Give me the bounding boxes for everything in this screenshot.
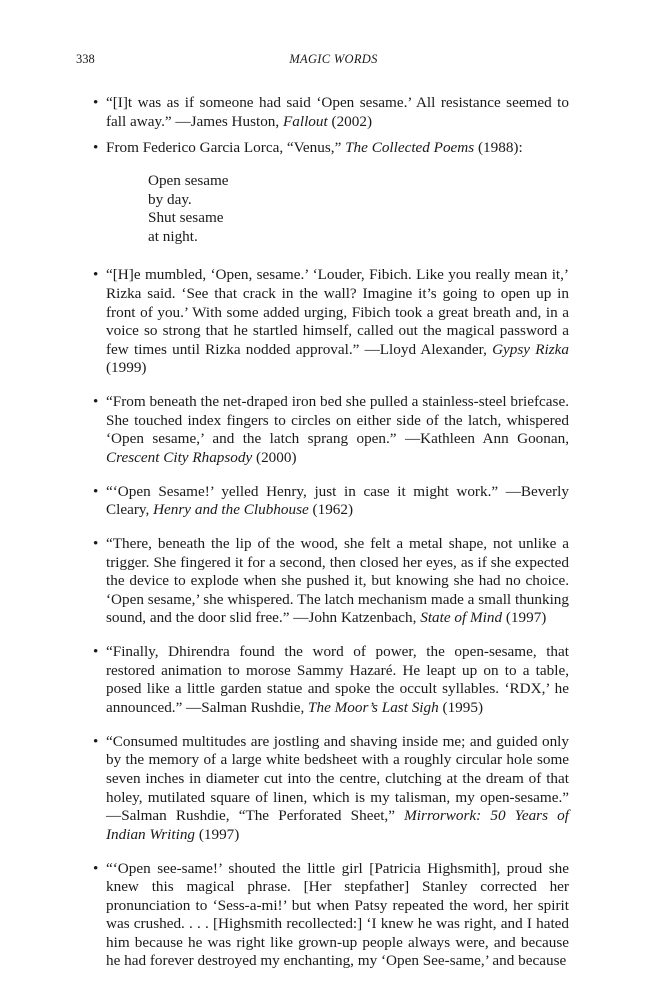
page-number: 338 [76,52,95,66]
poem-line: Open sesame [148,171,229,189]
page-header [0,52,667,70]
quotation-list [93,79,569,979]
list-item: • “Consumed multitudes are jostling and shaving inside me; and guided only by the memory of a large white bedsheet with a roughly circular hole some seven inches in diameter cut into the centre, clutching at the dream of that holey, mutilated square of linen, which is my talisman, my open-sesame.” —Salman Rushdie, “The Perforated Sheet,” Mirrorwork: 50 Years of Indian Writing (1997) [93,733,569,845]
list-item: • “From beneath the net-draped iron bed she pulled a stainless-steel briefcase. She touched index fingers to circles on either side of the latch, whispered ‘Open sesame,’ and the latch sprang open.” —Kathleen Ann Goonan, Crescent City Rhapsody (2000) [93,393,569,467]
list-item: • “Finally, Dhirendra found the word of power, the open-sesame, that restored animation to morose Sammy Hazaré. He leapt up on to a table, posed like a little garden statue and spoke the occult syllables. ‘RDX,’ he announced.” —Salman Rushdie, The Moor’s Last Sigh (1995) [93,643,569,717]
poem-excerpt [148,172,569,246]
list-item: • “There, beneath the lip of the wood, she felt a metal shape, not unlike a trigger. She fingered it for a second, then closed her eyes, as if she expected the device to explode when she pushed it, but knowing she had no choice. ‘Open sesame,’ she whispered. The latch mechanism made a small thunking sound, and the door slid free.” —John Katzenbach, State of Mind (1997) [93,535,569,628]
list-item: • From Federico Garcia Lorca, “Venus,” The Collected Poems (1988): Open sesame by day. Shut sesame at night. [93,139,569,246]
list-item: • “[I]t was as if someone had said ‘Open sesame.’ All resistance seemed to fall away.” —James Huston, Fallout (2002) [93,94,569,131]
poem-line: by day. [148,190,192,208]
list-item: • “‘Open Sesame!’ yelled Henry, just in case it might work.” —Beverly Cleary, Henry and the Clubhouse (1962) [93,483,569,520]
poem-line: Shut sesame [148,209,224,227]
running-head: MAGIC WORDS [289,52,378,66]
list-item: • “‘Open see-same!’ shouted the little girl [Patricia Highsmith], proud she knew this magical phrase. [Her stepfather] Stanley corrected her pronunciation to ‘Sess-a-mi!’ but when Patsy repeated the word, her spirit was crushed. . . . [Highsmith recollected:] ‘I knew he was right, and I hated him because he was right like grown-up people always were, and because he had forever destroyed my enchanting, my ‘Open See-same,’ and because [93,860,569,972]
poem-line: at night. [148,227,198,245]
list-item: • “[H]e mumbled, ‘Open, sesame.’ ‘Louder, Fibich. Like you really mean it,’ Rizka said. ‘See that crack in the wall? Imagine it’s going to open up in front of you.’ With some added urging, Fibich took a great breath and, in a voice so strong that he startled himself, called out the magical password a few times until Rizka nodded approval.” —Lloyd Alexander, Gypsy Rizka (1999) [93,266,569,378]
